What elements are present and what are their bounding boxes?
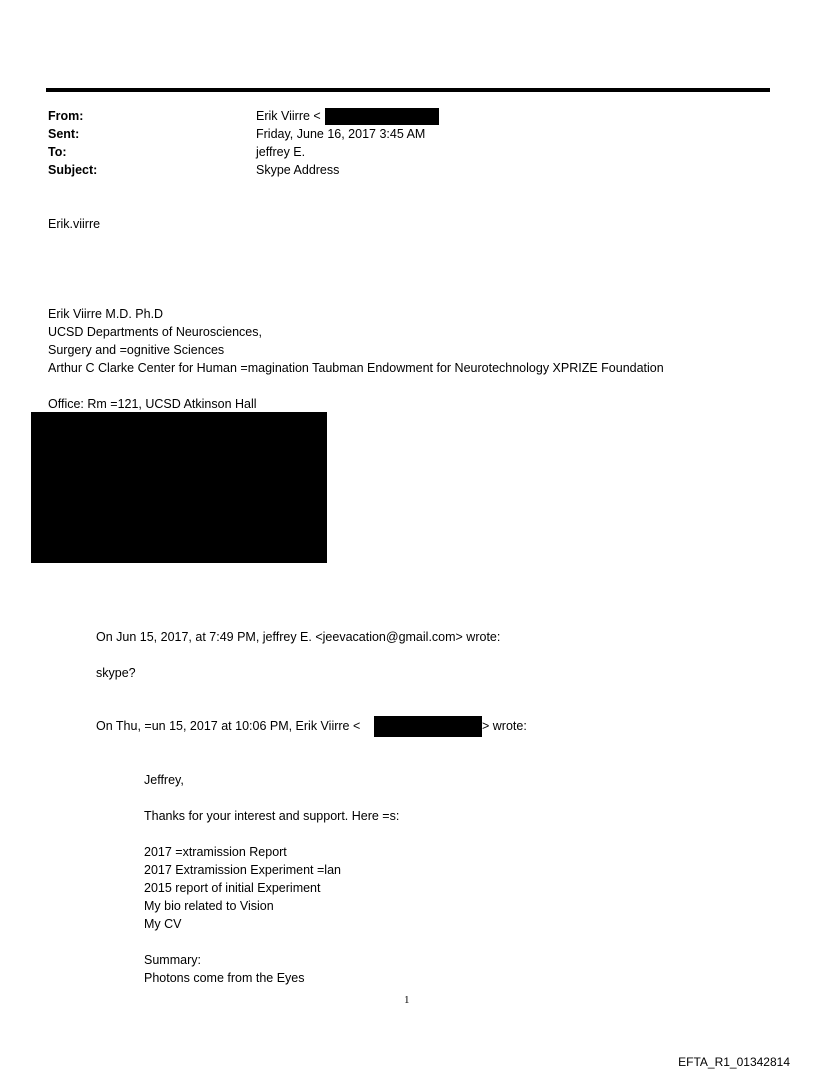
- redaction-from-email: [325, 108, 439, 125]
- from-value: Erik Viirre <: [256, 109, 321, 123]
- signature-line: Erik Viirre M.D. Ph.D: [48, 307, 164, 321]
- to-label: To:: [48, 145, 67, 159]
- subject-label: Subject:: [48, 163, 98, 177]
- attachment-item: 2017 =xtramission Report: [144, 845, 287, 859]
- from-label: From:: [48, 109, 84, 123]
- page-number: 1: [404, 994, 410, 1006]
- redaction-quote-email: [374, 716, 482, 737]
- attachment-item: My bio related to Vision: [144, 899, 274, 913]
- summary-line: Photons come from the Eyes: [144, 971, 305, 985]
- quote2-header-pre: On Thu, =un 15, 2017 at 10:06 PM, Erik Viirre <: [96, 719, 361, 733]
- signature-line: Surgery and =ognitive Sciences: [48, 343, 225, 357]
- summary-label: Summary:: [144, 953, 201, 967]
- signature-line: UCSD Departments of Neurosciences,: [48, 325, 262, 339]
- quote2-header-post: > wrote:: [482, 719, 527, 733]
- signature-line: Office: Rm =121, UCSD Atkinson Hall: [48, 397, 257, 411]
- quote1-text: skype?: [96, 666, 136, 680]
- bates-number: EFTA_R1_01342814: [678, 1055, 790, 1069]
- quote2-intro: Thanks for your interest and support. Here =s:: [144, 809, 400, 823]
- redaction-block: [31, 412, 327, 563]
- greeting-line: Erik.viirre: [48, 217, 101, 231]
- to-value: jeffrey E.: [256, 145, 306, 159]
- attachment-item: My CV: [144, 917, 182, 931]
- header-rule: [46, 88, 770, 92]
- sent-value: Friday, June 16, 2017 3:45 AM: [256, 127, 426, 141]
- attachment-item: 2015 report of initial Experiment: [144, 881, 321, 895]
- signature-line: Arthur C Clarke Center for Human =magination Taubman Endowment for Neurotechnology XPRIZE Foundation: [48, 361, 664, 375]
- quote1-header: On Jun 15, 2017, at 7:49 PM, jeffrey E. <jeevacation@gmail.com> wrote:: [96, 630, 501, 644]
- sent-label: Sent:: [48, 127, 80, 141]
- subject-value: Skype Address: [256, 163, 340, 177]
- attachment-item: 2017 Extramission Experiment =lan: [144, 863, 341, 877]
- quote2-greeting: Jeffrey,: [144, 773, 184, 787]
